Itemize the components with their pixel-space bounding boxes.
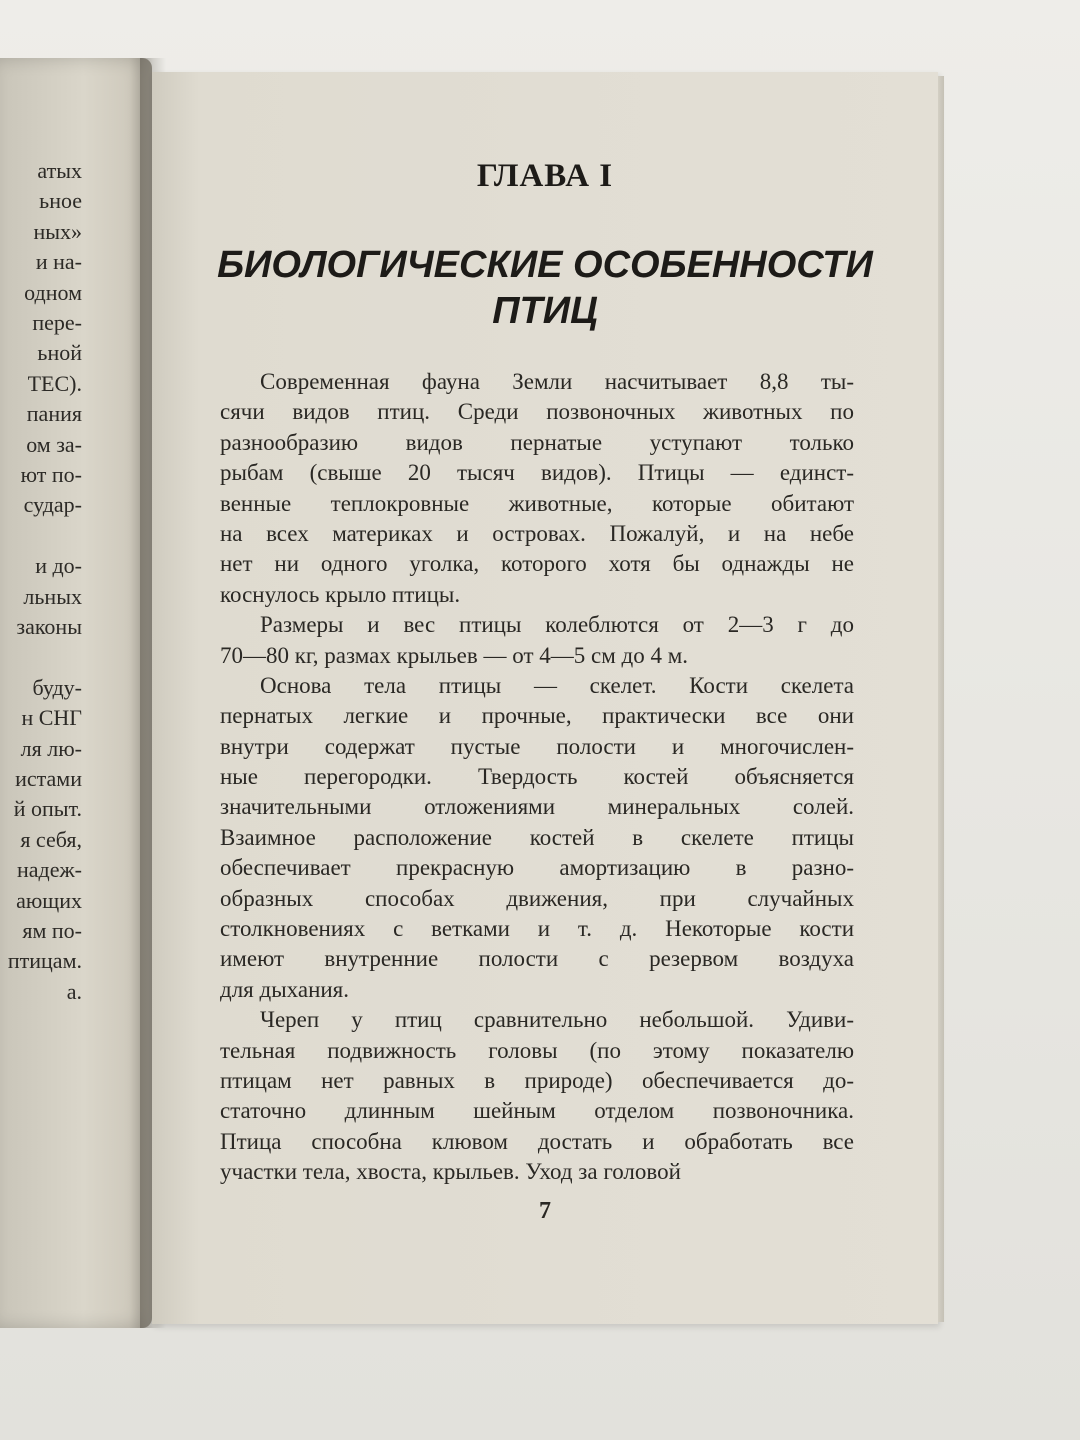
previous-page-text-fragment: птицам. (7, 948, 82, 974)
text-line: статочно длинным шейным отделом позвоночника. (220, 1098, 854, 1124)
previous-page-text-fragment: атых (37, 158, 82, 183)
previous-page-text-fragment: а. (66, 978, 82, 1004)
previous-page-text-fragment: н СНГ (21, 705, 82, 731)
text-line: для дыхания. (220, 976, 350, 1002)
text-line: рыбам (свыше 20 тысяч видов). Птицы — единст- (220, 460, 854, 486)
text-line: значительными отложениями минеральных солей. (220, 794, 854, 820)
previous-page-text-fragment: ных» (33, 218, 82, 244)
previous-page-text-fragment: одном (24, 279, 82, 305)
text-line: 70—80 кг, размах крыльев — от 4—5 см до 4 м. (220, 642, 689, 668)
text-line: Череп у птиц сравнительно небольшой. Удиви- (260, 1007, 854, 1033)
text-line: сячи видов птиц. Среди позвоночных животных по (220, 399, 854, 425)
previous-page-text-fragment: пере- (32, 310, 82, 335)
previous-page-text-fragment: пания (26, 401, 82, 427)
text-line: на всех материках и островах. Пожалуй, и на небе (220, 520, 854, 546)
text-line: внутри содержат пустые полости и многочислен- (220, 733, 854, 759)
previous-page-text-fragment: истами (15, 766, 82, 791)
previous-page (0, 58, 152, 1328)
chapter-title-line: БИОЛОГИЧЕСКИЕ ОСОБЕННОСТИ (217, 244, 873, 286)
previous-page-text-fragment: буду- (32, 674, 82, 700)
previous-page-text-fragment: ют по- (20, 462, 82, 487)
text-line: птицам нет равных в природе) обеспечивается до- (220, 1067, 854, 1093)
text-line: Взаимное расположение костей в скелете птицы (220, 824, 854, 850)
text-line: нет ни одного уголка, которого хотя бы однажды не (220, 551, 854, 577)
previous-page-text-fragment: ям по- (22, 918, 82, 943)
text-line: коснулось крыло птицы. (220, 581, 461, 607)
text-line: тельная подвижность головы (по этому показателю (220, 1037, 854, 1063)
previous-page-text-fragment: й опыт. (13, 796, 82, 822)
previous-page-text-fragment: льных (23, 583, 82, 609)
page-number: 7 (539, 1198, 551, 1224)
text-line: пернатых легкие и прочные, практически все они (220, 703, 854, 729)
text-line: участки тела, хвоста, крыльев. Уход за головой (220, 1159, 681, 1185)
previous-page-text-fragment: ля лю- (20, 735, 82, 761)
chapter-title (152, 242, 938, 334)
chapter-heading: ГЛАВА I (476, 158, 614, 194)
text-line: Современная фауна Земли насчитывает 8,8 ты- (260, 369, 854, 394)
book-page (152, 72, 938, 1324)
previous-page-text-fragment: законы (16, 614, 82, 639)
text-line: имеют внутренние полости с резервом воздуха (220, 946, 854, 972)
text-line: Размеры и вес птицы колеблются от 2—3 г до (260, 612, 854, 638)
previous-page-text-fragment: надеж- (16, 857, 82, 883)
previous-page-text-fragment: и до- (35, 553, 82, 579)
text-line: Птица способна клювом достать и обработать все (220, 1128, 854, 1154)
chapter-title-line: ПТИЦ (492, 290, 598, 332)
text-line: венные теплокровные животные, которые обитают (220, 490, 854, 516)
previous-page-text-fragment: и на- (35, 249, 82, 275)
previous-page-text-fragment: ающих (16, 887, 82, 913)
previous-page-text-fragment: я себя, (20, 826, 82, 852)
text-line: столкновениях с ветками и т. д. Некоторые кости (220, 916, 854, 942)
page-stack-edge (938, 76, 944, 1322)
previous-page-text-fragment: ьное (39, 188, 82, 214)
text-line: образных способах движения, при случайных (220, 885, 854, 911)
previous-page-text-fragment: судар- (23, 492, 82, 518)
previous-page-text-fragment: TEC). (27, 370, 82, 396)
previous-page-text-fragment: ьной (37, 340, 82, 366)
previous-page-text-fragment: ом за- (26, 431, 82, 457)
text-line: обеспечивает прекрасную амортизацию в разно- (220, 855, 854, 881)
text-line: Основа тела птицы — скелет. Кости скелета (260, 672, 854, 698)
body-text (220, 367, 854, 1188)
text-line: ные перегородки. Твердость костей объясняется (220, 764, 854, 790)
text-line: разнообразию видов пернатые уступают только (220, 429, 854, 455)
